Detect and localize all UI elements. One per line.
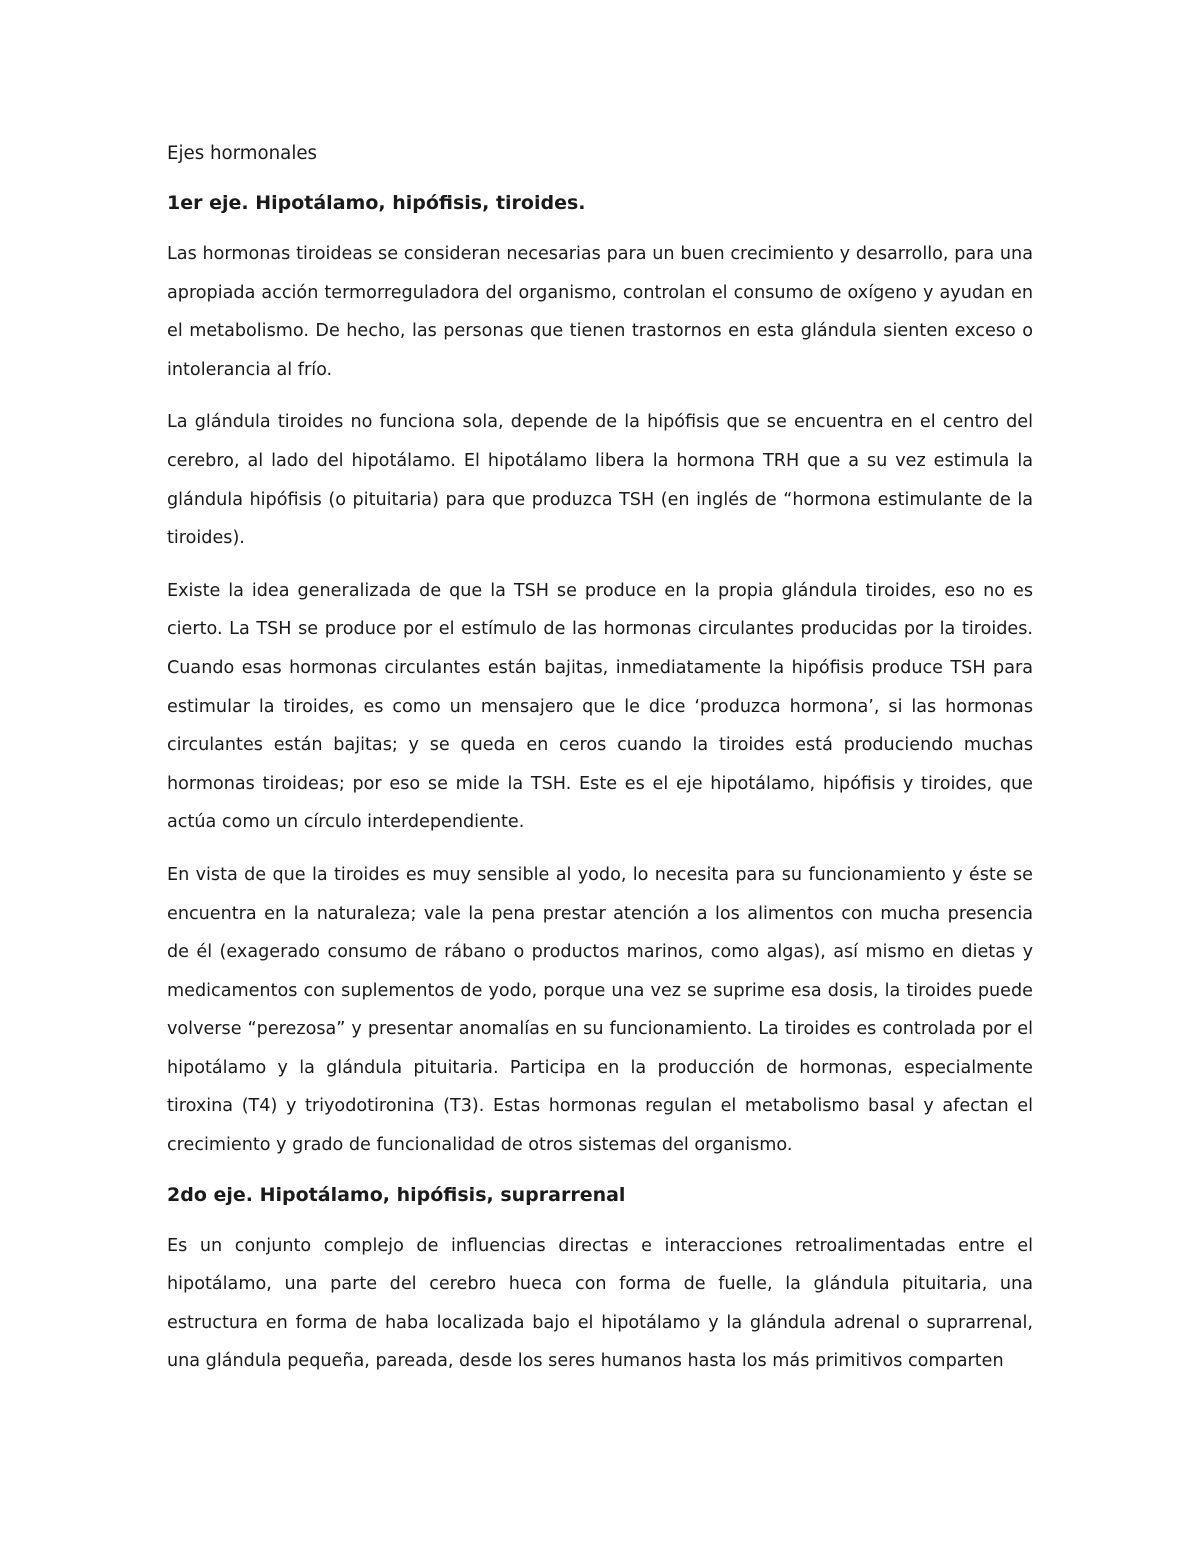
section-2	[167, 1179, 1033, 1381]
document-title: Ejes hormonales	[167, 143, 318, 164]
section-1	[167, 187, 1033, 1165]
document-page	[167, 138, 1033, 1381]
section-heading-1: 1er eje. Hipotálamo, hipófisis, tiroides.	[167, 192, 586, 214]
paragraph-thyroid-hormones: Las hormonas tiroideas se consideran necesarias para un buen crecimiento y desarrollo, para una apropiada acción termorreguladora del organismo, controlan el consumo de oxígeno y ayudan en el metabolismo. De hecho, las personas que tienen trastornos en esta glándula sienten exceso o intolerancia al frío.	[167, 244, 1033, 380]
paragraph-tsh: Existe la idea generalizada de que la TSH se produce en la propia glándula tiroides, eso no es cierto. La TSH se produce por el estímulo de las hormonas circulantes producidas por la tiroides. Cuando esas hormonas circulantes están bajitas, inmediatamente la hipófisis produce TSH para estimular la tiroides, es como un mensajero que le dice ‘produzca hormona’, si las hormonas circulantes están bajitas; y se queda en ceros cuando la tiroides está produciendo muchas hormonas tiroideas; por eso se mide la TSH. Este es el eje hipotálamo, hipófisis y tiroides, que actúa como un círculo interdependiente.	[167, 580, 1033, 833]
paragraph-adrenal-axis: Es un conjunto complejo de influencias directas e interacciones retroalimentadas entre el hipotálamo, una parte del cerebro hueca con forma de fuelle, la glándula pituitaria, una estructura en forma de haba localizada bajo el hipotálamo y la glándula adrenal o suprarrenal, una glándula pequeña, pareada, desde los seres humanos hasta los más primitivos comparten	[167, 1235, 1033, 1372]
section-heading-2: 2do eje. Hipotálamo, hipófisis, suprarrenal	[167, 1183, 626, 1206]
paragraph-iodine: En vista de que la tiroides es muy sensible al yodo, lo necesita para su funcionamiento y éste se encuentra en la naturaleza; vale la pena prestar atención a los alimentos con mucha presencia de él (exagerado consumo de rábano o productos marinos, como algas), así mismo en dietas y medicamentos con suplementos de yodo, porque una vez se suprime esa dosis, la tiroides puede volverse “perezosa” y presentar anomalías en su funcionamiento. La tiroides es controlada por el hipotálamo y la glándula pituitaria. Participa en la producción de hormonas, especialmente tiroxina (T4) y triyodotironina (T3). Estas hormonas regulan el metabolismo basal y afectan el crecimiento y grado de funcionalidad de otros sistemas del organismo.	[167, 864, 1033, 1156]
paragraph-thyroid-gland: La glándula tiroides no funciona sola, depende de la hipófisis que se encuentra en el centro del cerebro, al lado del hipotálamo. El hipotálamo libera la hormona TRH que a su vez estimula la glándula hipófisis (o pituitaria) para que produzca TSH (en inglés de “hormona estimulante de la tiroides).	[167, 412, 1033, 549]
